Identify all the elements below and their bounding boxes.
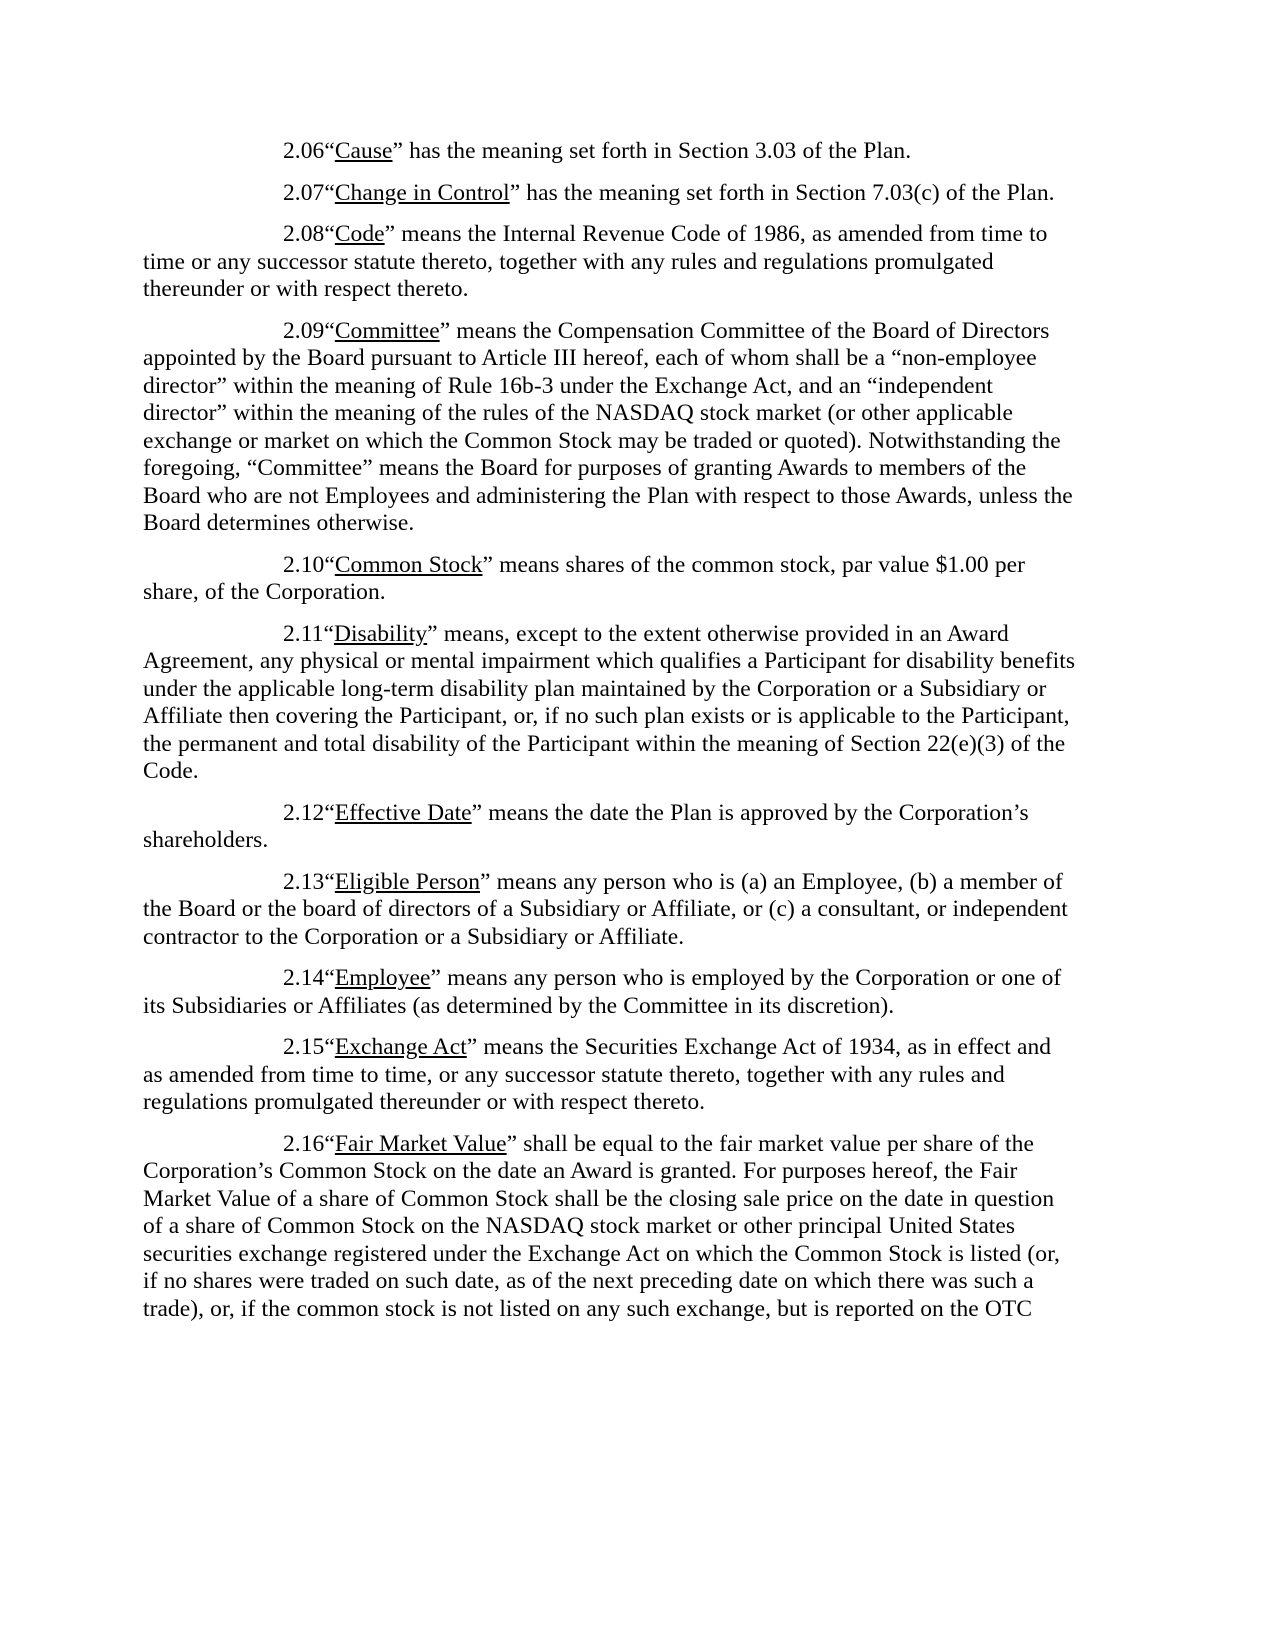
clause-body: means shares of the common stock, par value $1.00 per share, of the Corporation.: [143, 551, 1025, 605]
document-text-column: [143, 138, 1075, 1323]
close-quote: ”: [480, 868, 491, 895]
clause-body: means any person who is (a) an Employee, (b) a member of the Board or the board of directors of a Subsidiary or Affiliate, or (c) a consultant, or independent contractor to the Corporation or a Subsidiary or Affiliate.: [143, 868, 1068, 950]
defined-term: Code: [334, 221, 385, 247]
clause-paragraph: [143, 180, 1075, 208]
clause-body: means the date the Plan is approved by the Corporation’s shareholders.: [143, 799, 1029, 853]
close-quote: ”: [439, 317, 451, 344]
clause-body: means the Compensation Committee of the Board of Directors appointed by the Board pursuant to Article III hereof, each of whom shall be a “non-employee director” within the meaning of Rule 16b-3 under the Exchange Act, and an “independent director” within the meaning of the rules of the NASDAQ stock market (or other applicable exchange or market on which the Common Stock may be traded or quoted). Notwithstanding the foregoing, “Committee” means the Board for purposes of granting Awards to members of the Board who are not Employees and administering the Plan with respect to those Awards, unless the Board determines otherwise.: [143, 317, 1073, 536]
clause-number: 2.15: [283, 1034, 325, 1060]
open-quote: “: [324, 221, 335, 247]
defined-term: Eligible Person: [334, 868, 481, 895]
clause-number: 2.12: [283, 799, 325, 826]
clause-body: has the meaning set forth in Section 3.03 of the Plan.: [402, 138, 912, 164]
defined-term: Change in Control: [334, 179, 510, 206]
close-quote: ”: [392, 138, 403, 164]
close-quote: ”: [430, 965, 441, 991]
clause-number: 2.09: [283, 317, 325, 344]
open-quote: “: [324, 317, 335, 344]
clause-body: means, except to the extent otherwise provided in an Award Agreement, any physical or mental impairment which qualifies a Participant for disability benefits under the applicable long-term disability plan maintained by the Corporation or a Subsidiary or Affiliate then covering the Participant, or, if no such plan exists or is applicable to the Participant, the permanent and total disability of the Participant within the meaning of Section 22(e)(3) of the Code.: [143, 620, 1076, 784]
clause-paragraph: [143, 1034, 1075, 1117]
defined-term: Fair Market Value: [334, 1130, 507, 1157]
clause-paragraph: [143, 621, 1075, 786]
clause-body: has the meaning set forth in Section 7.03(c) of the Plan.: [520, 179, 1055, 206]
open-quote: “: [324, 551, 335, 578]
clause-body: means any person who is employed by the Corporation or one of its Subsidiaries or Affiliates (as determined by the Committee in its discretion).: [143, 965, 1062, 1019]
close-quote: ”: [466, 1034, 478, 1060]
open-quote: “: [324, 868, 335, 895]
clause-body: means the Securities Exchange Act of 1934, as in effect and as amended from time to time, or any successor statute thereto, together with any rules and regulations promulgated thereunder or with respect thereto.: [143, 1034, 1052, 1115]
clause-paragraph: [143, 1131, 1075, 1324]
open-quote: “: [324, 179, 335, 206]
clause-paragraph: [143, 869, 1075, 952]
clause-body: means the Internal Revenue Code of 1986, as amended from time to time or any successor statute thereto, together with any rules and regulations promulgated thereunder or with respect thereto.: [143, 221, 1048, 302]
close-quote: ”: [384, 221, 396, 247]
clause-paragraph: [143, 138, 1075, 166]
clause-paragraph: [143, 318, 1075, 538]
close-quote: ”: [471, 799, 483, 826]
defined-term: Committee: [334, 317, 440, 344]
clause-number: 2.06: [283, 138, 325, 164]
defined-term: Exchange Act: [334, 1034, 467, 1060]
clause-number: 2.14: [283, 965, 325, 991]
clause-paragraph: [143, 800, 1075, 855]
clause-number: 2.10: [283, 551, 325, 578]
open-quote: “: [324, 965, 335, 991]
close-quote: ”: [509, 179, 521, 206]
open-quote: “: [324, 1130, 335, 1157]
clause-paragraph: [143, 552, 1075, 607]
clause-paragraph: [143, 965, 1075, 1020]
defined-term: Disability: [333, 620, 428, 647]
close-quote: ”: [427, 620, 438, 647]
open-quote: “: [324, 1034, 335, 1060]
clause-paragraph: [143, 221, 1075, 304]
open-quote: “: [324, 138, 335, 164]
open-quote: “: [324, 799, 335, 826]
clause-number: 2.08: [283, 221, 325, 247]
defined-term: Employee: [334, 965, 431, 991]
clause-number: 2.07: [283, 179, 325, 206]
defined-term: Common Stock: [334, 551, 483, 578]
clause-number: 2.16: [283, 1130, 325, 1157]
open-quote: “: [323, 620, 334, 647]
clause-body: shall be equal to the fair market value per share of the Corporation’s Common Stock on the date an Award is granted. For purposes hereof, the Fair Market Value of a share of Common Stock shall be the closing sale price on the date in question of a share of Common Stock on the NASDAQ stock market or other principal United States securities exchange registered under the Exchange Act on which the Common Stock is listed (or, if no shares were traded on such date, as of the next preceding date on which there was such a trade), or, if the common stock is not listed on any such exchange, but is reported on the OTC: [143, 1130, 1060, 1322]
clause-number: 2.13: [283, 868, 325, 895]
defined-term: Effective Date: [334, 799, 472, 826]
defined-term: Cause: [334, 138, 393, 164]
close-quote: ”: [482, 551, 493, 578]
clause-number: 2.11: [283, 620, 324, 647]
close-quote: ”: [506, 1130, 518, 1157]
